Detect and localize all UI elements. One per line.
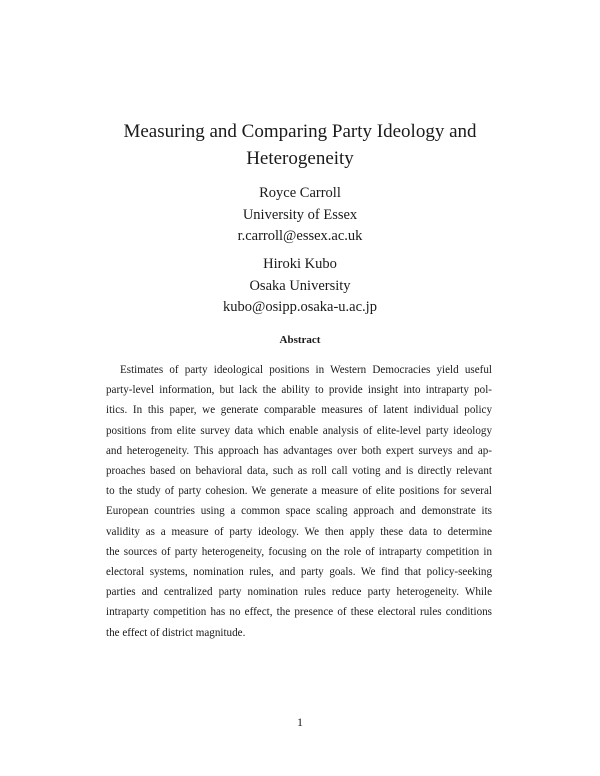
abstract-line: Estimates of party ideological positions in Western Democracies yield useful	[120, 364, 492, 376]
abstract-line: intraparty competition has no effect, the presence of these electoral rules conditions	[106, 606, 492, 619]
title-line-2: Heterogeneity	[246, 148, 354, 169]
author-affiliation: University of Essex	[242, 206, 358, 223]
abstract-heading: Abstract	[279, 334, 321, 346]
abstract-line: the effect of district magnitude.	[106, 626, 246, 639]
abstract-line: party-level information, but lack the ability to provide insight into intraparty pol-	[106, 384, 492, 397]
author-name: Hiroki Kubo	[263, 256, 337, 272]
author-name: Royce Carroll	[259, 185, 341, 201]
author-block-2	[100, 254, 500, 319]
author-block-1	[100, 183, 500, 248]
abstract-line: electoral systems, nomination rules, and party goals. We find that policy-seeking	[106, 566, 492, 579]
abstract-line: parties and centralized party nomination rules reduce party heterogeneity. While	[106, 586, 492, 599]
abstract-line: positions from elite survey data which enable analysis of elite-level party ideology	[106, 424, 492, 437]
abstract-line: proaches based on behavioral data, such as roll call voting and is directly relevant	[106, 465, 492, 478]
author-affiliation: Osaka University	[249, 277, 351, 294]
abstract-line: to the study of party cohesion. We generate a measure of elite positions for several	[106, 485, 492, 498]
abstract-body	[106, 360, 492, 643]
abstract-line: European countries using a common space scaling approach and demonstrate its	[106, 505, 492, 518]
abstract-line: itics. In this paper, we generate comparable measures of latent individual policy	[106, 404, 492, 417]
author-email: r.carroll@essex.ac.uk	[237, 228, 363, 244]
paper-title	[60, 118, 540, 172]
author-email: kubo@osipp.osaka-u.ac.jp	[223, 299, 377, 315]
title-line-1: Measuring and Comparing Party Ideology and	[123, 121, 477, 142]
abstract-line: and heterogeneity. This approach has advantages over both expert surveys and ap-	[106, 444, 492, 457]
abstract-line: validity as a measure of party ideology. We then apply these data to determine	[106, 525, 492, 538]
abstract-line: the sources of party heterogeneity, focusing on the role of intraparty competition in	[106, 545, 492, 558]
page-number: 1	[297, 715, 303, 729]
